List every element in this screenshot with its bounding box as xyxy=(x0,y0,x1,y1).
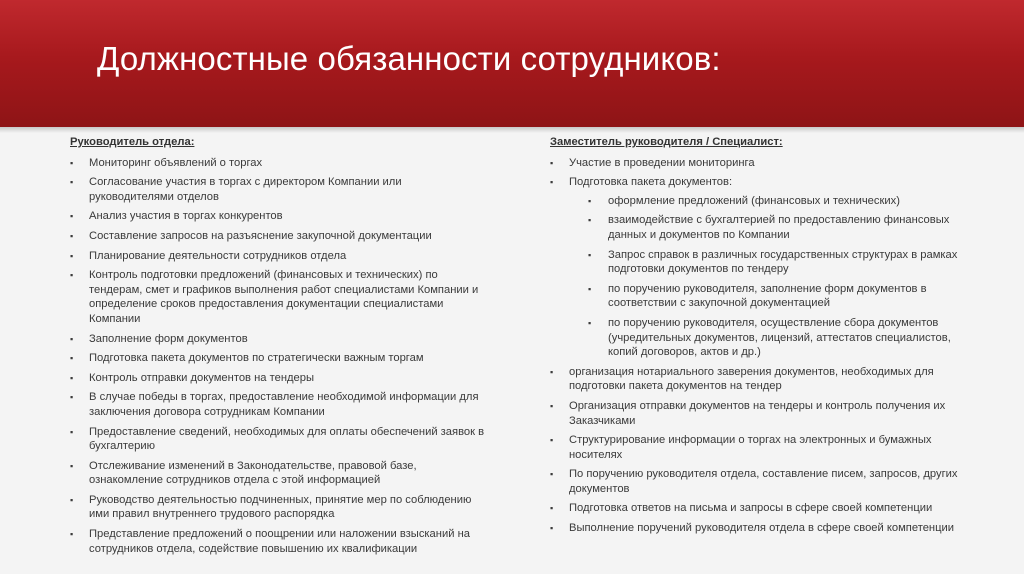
bullet-icon: ▪ xyxy=(588,317,592,328)
item-text: Анализ участия в торгах конкурентов xyxy=(89,210,283,223)
bullet-icon: ▪ xyxy=(70,426,74,437)
bullet-icon: ▪ xyxy=(70,460,74,471)
item-text: Участие в проведении мониторинга xyxy=(569,156,755,169)
item-text: Составление запросов на разъяснение закупочной документации xyxy=(89,229,432,242)
item-text: Контроль подготовки предложений (финансовых и технических) по тендерам, смет и графиков выполнения работ специалистами Компании и определение сроков предоставления документации специалистами Компании xyxy=(89,269,479,325)
list-item xyxy=(70,351,486,366)
right-heading: Заместитель руководителя / Специалист: xyxy=(550,136,783,148)
list-item xyxy=(70,332,486,347)
list-item xyxy=(70,425,486,454)
bullet-icon: ▪ xyxy=(588,215,592,226)
bullet-icon: ▪ xyxy=(550,177,554,188)
bullet-icon: ▪ xyxy=(550,366,554,377)
bullet-icon: ▪ xyxy=(70,353,74,364)
bullet-icon: ▪ xyxy=(550,503,554,514)
item-text: Представление предложений о поощрении или наложении взысканий на сотрудников отдела, содействие повышению их квалификации xyxy=(89,528,470,555)
bullet-icon: ▪ xyxy=(70,230,74,241)
item-text: по поручению руководителя, заполнение форм документов в соответствии с закупочной документацией xyxy=(608,282,927,310)
sub-list xyxy=(569,194,962,360)
bullet-icon: ▪ xyxy=(70,392,74,403)
list-item xyxy=(550,433,962,462)
bullet-icon: ▪ xyxy=(70,529,74,540)
sub-list-item xyxy=(569,316,962,360)
item-text: Отслеживание изменений в Законодательстве, правовой базе, ознакомление сотрудников отдела с этой информацией xyxy=(89,459,417,487)
sub-list-item xyxy=(569,248,962,277)
left-column xyxy=(70,135,486,561)
sub-list-item xyxy=(569,213,962,242)
item-text: Подготовка ответов на письма и запросы в сфере своей компетенции xyxy=(569,502,933,515)
list-item xyxy=(70,229,486,244)
item-text: Предоставление сведений, необходимых для оплаты обеспечений заявок в бухгалтерию xyxy=(89,425,485,453)
list-item xyxy=(550,501,962,516)
item-text: Заполнение форм документов xyxy=(89,332,248,345)
bullet-icon: ▪ xyxy=(550,435,554,446)
item-text: Организация отправки документов на тендеры и контроль получения их Заказчиками xyxy=(569,399,946,427)
list-item xyxy=(70,390,486,419)
item-text: Планирование деятельности сотрудников отдела xyxy=(89,249,347,262)
bullet-icon: ▪ xyxy=(70,177,74,188)
list-item xyxy=(70,156,486,171)
right-list xyxy=(550,156,962,536)
sub-list-item xyxy=(569,194,962,209)
slide-title: Должностные обязанности сотрудников: xyxy=(97,40,721,77)
item-text: Мониторинг объявлений о торгах xyxy=(89,156,263,169)
bullet-icon: ▪ xyxy=(588,283,592,294)
item-text: организация нотариального заверения документов, необходимых для подготовки пакета документов на тендер xyxy=(569,365,934,393)
bullet-icon: ▪ xyxy=(70,494,74,505)
list-item xyxy=(70,371,486,386)
bullet-icon: ▪ xyxy=(70,211,74,222)
item-text: Подготовка пакета документов по стратегически важным торгам xyxy=(89,352,424,365)
bullet-icon: ▪ xyxy=(70,157,74,168)
list-item xyxy=(70,459,486,488)
list-item xyxy=(550,175,962,360)
item-text: Контроль отправки документов на тендеры xyxy=(89,371,315,384)
bullet-icon: ▪ xyxy=(70,372,74,383)
item-text: В случае победы в торгах, предоставление необходимой информации для заключения договора сотрудникам Компании xyxy=(89,391,479,418)
bullet-icon: ▪ xyxy=(70,270,74,281)
item-text: Структурирование информации о торгах на электронных и бумажных носителях xyxy=(569,434,932,461)
bullet-icon: ▪ xyxy=(550,400,554,411)
bullet-icon: ▪ xyxy=(70,333,74,344)
sub-list-item xyxy=(569,282,962,311)
list-item xyxy=(550,467,962,496)
item-text: взаимодействие с бухгалтерией по предоставлению финансовых данных и документов по Компании xyxy=(608,214,950,241)
list-item xyxy=(550,156,962,171)
list-item xyxy=(70,249,486,264)
title-banner xyxy=(0,0,1024,127)
bullet-icon: ▪ xyxy=(550,157,554,168)
left-heading: Руководитель отдела: xyxy=(70,136,195,148)
item-text: оформление предложений (финансовых и технических) xyxy=(608,194,900,207)
item-text: Запрос справок в различных государственных структурах в рамках подготовки документов по тендеру xyxy=(608,248,958,276)
left-list xyxy=(70,156,486,557)
list-item xyxy=(70,493,486,522)
bullet-icon: ▪ xyxy=(550,469,554,480)
bullet-icon: ▪ xyxy=(588,195,592,206)
list-item xyxy=(550,399,962,428)
bullet-icon: ▪ xyxy=(70,250,74,261)
list-item xyxy=(550,521,962,536)
bullet-icon: ▪ xyxy=(550,523,554,534)
list-item xyxy=(70,527,486,556)
list-item xyxy=(70,209,486,224)
item-text: по поручению руководителя, осуществление сбора документов (учредительных документов, лицензий, аттестатов специалистов, копий договоров, актов и др.) xyxy=(608,316,951,359)
list-item xyxy=(70,268,486,326)
right-column xyxy=(550,135,962,541)
item-text: Руководство деятельностью подчиненных, принятие мер по соблюдению ими правил внутреннего трудового распорядка xyxy=(89,493,472,521)
item-text: По поручению руководителя отдела, составление писем, запросов, других документов xyxy=(569,468,958,495)
item-text: Согласование участия в торгах с директором Компании или руководителями отделов xyxy=(89,176,402,203)
item-text: Выполнение поручений руководителя отдела в сфере своей компетенции xyxy=(569,522,955,535)
item-text: Подготовка пакета документов: xyxy=(569,176,733,189)
list-item xyxy=(550,365,962,394)
bullet-icon: ▪ xyxy=(588,249,592,260)
list-item xyxy=(70,175,486,204)
